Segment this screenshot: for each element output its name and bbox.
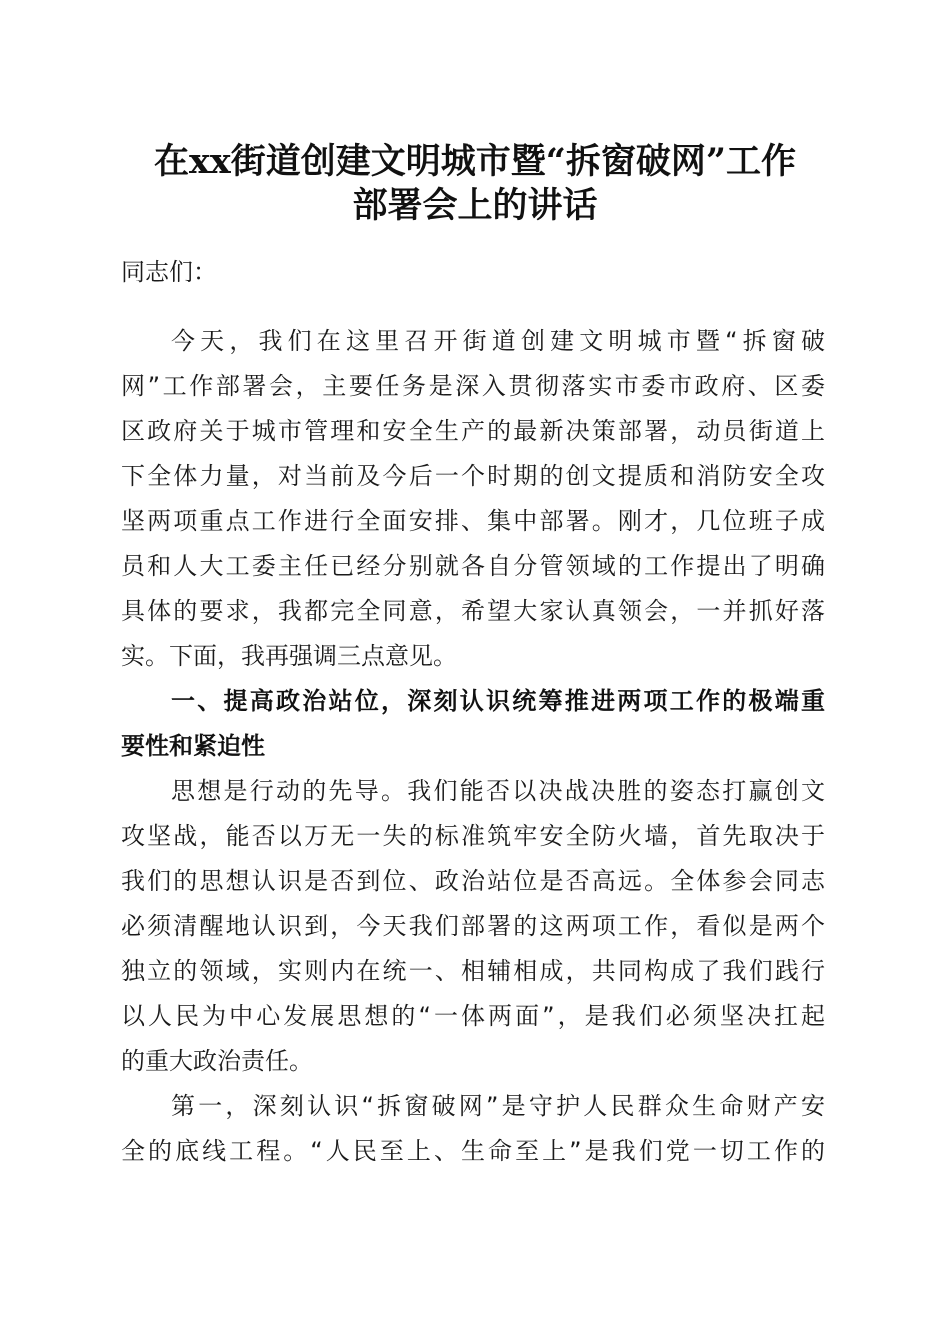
paragraph-1-line: 具体的要求，我都完全同意，希望大家认真领会，一并抓好落 xyxy=(121,597,825,625)
document-title-line-2: 部署会上的讲话 xyxy=(352,185,598,226)
paragraph-1-line: 下全体力量，对当前及今后一个时期的创文提质和消防安全攻 xyxy=(121,462,825,490)
paragraph-2-line: 攻坚战，能否以万无一失的标准筑牢安全防火墙，首先取决于 xyxy=(121,822,825,850)
paragraph-1-line: 区政府关于城市管理和安全生产的最新决策部署，动员街道上 xyxy=(121,417,825,445)
paragraph-2-line: 我们的思想认识是否到位、政治站位是否高远。全体参会同志 xyxy=(121,867,825,895)
paragraph-2-line: 思想是行动的先导。我们能否以决战决胜的姿态打赢创文 xyxy=(171,777,825,805)
section-heading-line: 要性和紧迫性 xyxy=(121,732,265,760)
paragraph-3-line: 第一，深刻认识“拆窗破网”是守护人民群众生命财产安 xyxy=(171,1092,825,1120)
paragraph-2-line: 的重大政治责任。 xyxy=(121,1047,313,1075)
paragraph-2-line: 以人民为中心发展思想的“一体两面”，是我们必须坚决扛起 xyxy=(121,1002,825,1030)
paragraph-2-line: 独立的领域，实则内在统一、相辅相成，共同构成了我们践行 xyxy=(121,957,825,985)
paragraph-3-line: 全的底线工程。“人民至上、生命至上”是我们党一切工作的 xyxy=(121,1137,825,1165)
section-heading-line: 一、提高政治站位，深刻认识统筹推进两项工作的极端重 xyxy=(171,687,825,715)
paragraph-2-line: 必须清醒地认识到，今天我们部署的这两项工作，看似是两个 xyxy=(121,912,825,940)
paragraph-1-line: 实。下面，我再强调三点意见。 xyxy=(121,642,457,670)
paragraph-1-line: 员和人大工委主任已经分别就各自分管领域的工作提出了明确 xyxy=(121,552,825,580)
salutation: 同志们： xyxy=(121,258,217,286)
paragraph-1-line: 今天，我们在这里召开街道创建文明城市暨“拆窗破 xyxy=(171,327,825,355)
document-title-line-1: 在xx街道创建文明城市暨“拆窗破网”工作 xyxy=(154,141,796,182)
paragraph-1-line: 坚两项重点工作进行全面安排、集中部署。刚才，几位班子成 xyxy=(121,507,825,535)
paragraph-1-line: 网”工作部署会，主要任务是深入贯彻落实市委市政府、区委 xyxy=(121,372,825,400)
